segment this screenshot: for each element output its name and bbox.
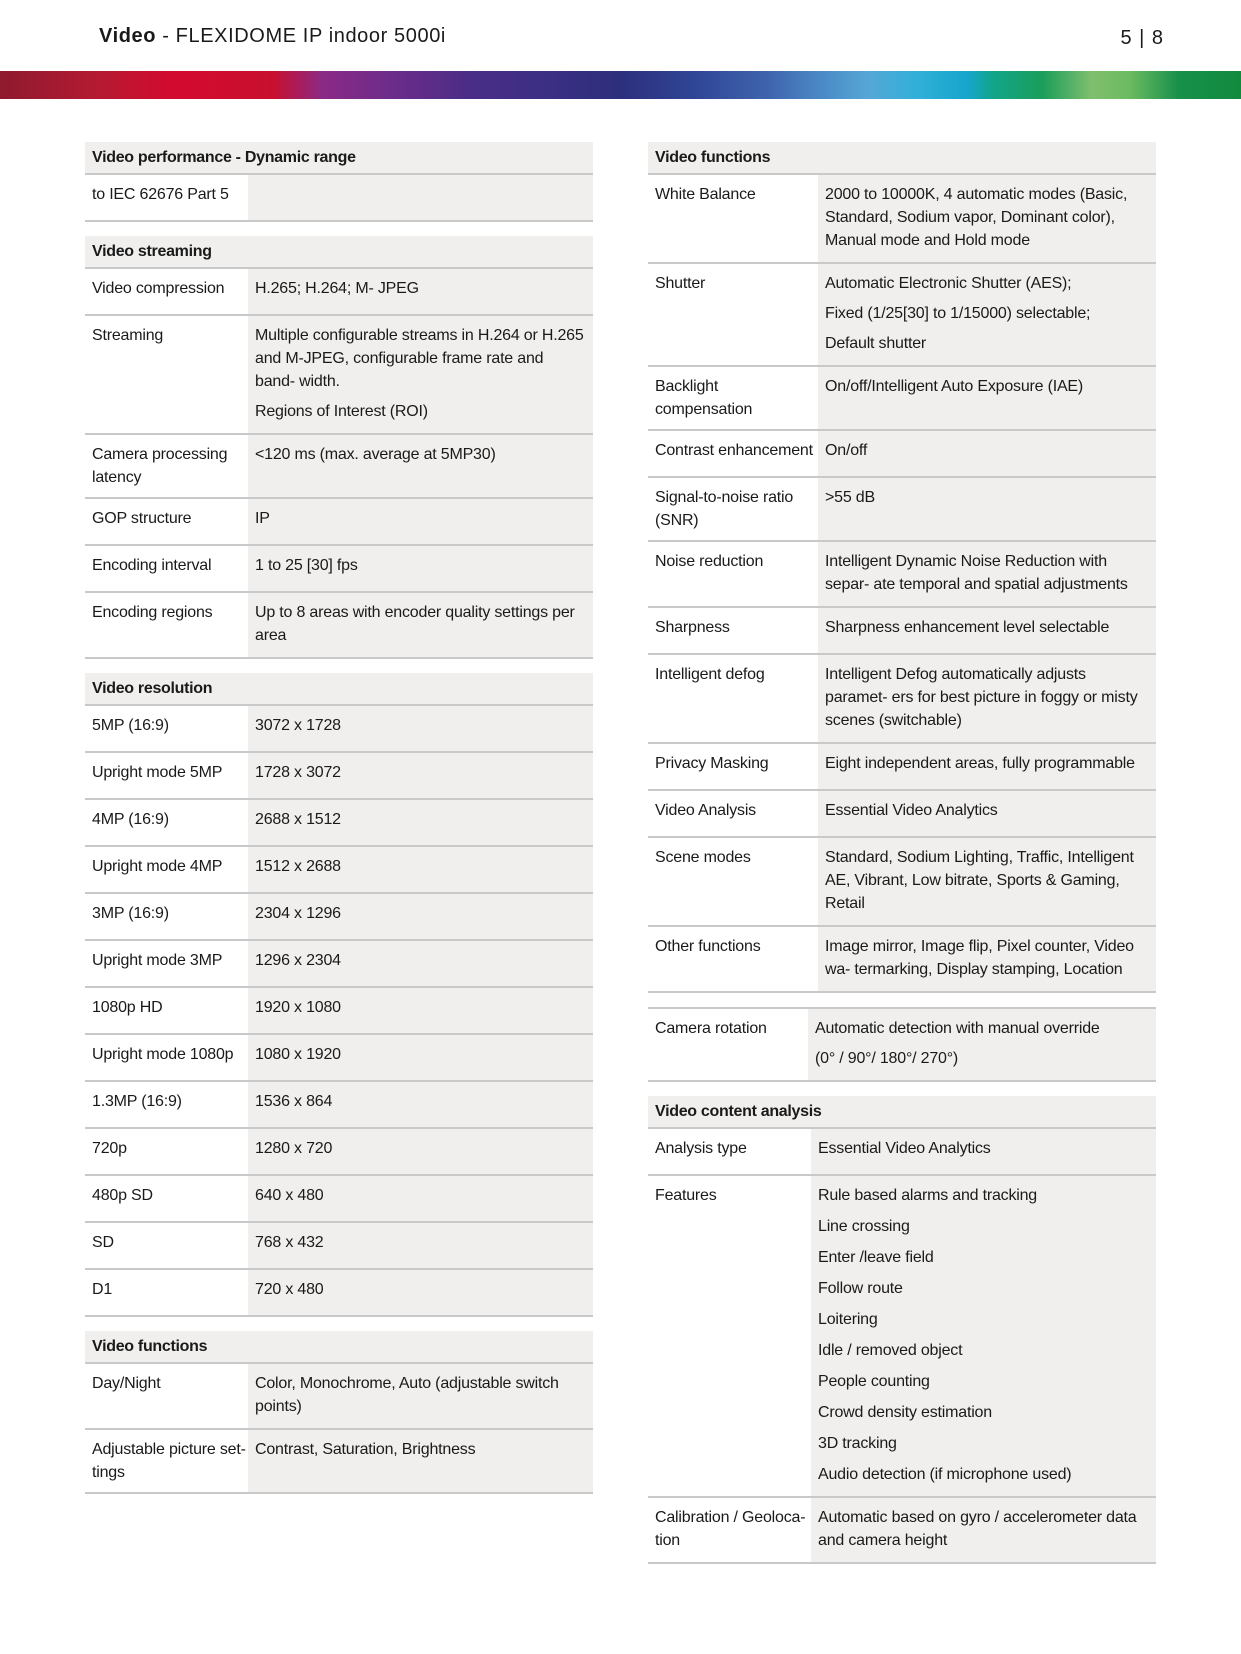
- spec-label: SD: [85, 1223, 248, 1268]
- spec-row: [85, 1430, 593, 1494]
- spec-label: Shutter: [648, 264, 818, 365]
- spec-row: [85, 175, 593, 222]
- spec-row: [648, 1129, 1156, 1176]
- spec-row: [648, 1176, 1156, 1498]
- section-heading: Video functions: [648, 142, 1156, 175]
- spec-value: [818, 175, 1156, 262]
- spec-row: [85, 546, 593, 593]
- spec-label: Upright mode 5MP: [85, 753, 248, 798]
- spec-value: [248, 175, 593, 220]
- spec-row: [648, 838, 1156, 927]
- spec-row: [648, 431, 1156, 478]
- spec-value-line: Line crossing: [818, 1218, 910, 1235]
- spec-value-line: People counting: [818, 1373, 930, 1390]
- spec-row: [648, 744, 1156, 791]
- spec-value: [248, 1430, 593, 1492]
- spec-row: [85, 435, 593, 499]
- spec-value: [248, 1364, 593, 1428]
- page-header: [0, 0, 1241, 71]
- spec-label: Analysis type: [648, 1129, 811, 1174]
- spec-value-line: 2304 x 1296: [255, 905, 341, 922]
- spec-label: Upright mode 1080p: [85, 1035, 248, 1080]
- spec-row: [648, 655, 1156, 744]
- spec-value-line: Crowd density estimation: [818, 1404, 992, 1421]
- spec-value-line: 640 x 480: [255, 1187, 324, 1204]
- spec-row: [85, 1364, 593, 1430]
- spec-label: 5MP (16:9): [85, 706, 248, 751]
- spec-label: Adjustable picture set- tings: [85, 1430, 248, 1492]
- spec-value-line: Multiple configurable streams in H.264 or H.265 and M-JPEG, configurable frame rate and band- width.: [255, 327, 584, 390]
- spec-label: Camera rotation: [648, 1009, 808, 1080]
- spec-value-line: 1 to 25 [30] fps: [255, 557, 358, 574]
- spec-row: [85, 316, 593, 435]
- spec-label: Noise reduction: [648, 542, 818, 606]
- spec-value: [248, 800, 593, 845]
- spec-row: [85, 1082, 593, 1129]
- spec-value-line: On/off/Intelligent Auto Exposure (IAE): [825, 378, 1084, 395]
- spec-row: [85, 1129, 593, 1176]
- spec-row: [85, 988, 593, 1035]
- spec-value-line: Fixed (1/25[30] to 1/15000) selectable;: [825, 305, 1091, 322]
- spec-value: [248, 894, 593, 939]
- spec-label: White Balance: [648, 175, 818, 262]
- spec-value-line: Up to 8 areas with encoder quality settings per area: [255, 604, 575, 644]
- spec-value: [818, 744, 1156, 789]
- spec-row: [85, 269, 593, 316]
- spec-value-line: 1080 x 1920: [255, 1046, 341, 1063]
- spec-label: Upright mode 4MP: [85, 847, 248, 892]
- spec-value-line: Idle / removed object: [818, 1342, 963, 1359]
- spec-value-line: Audio detection (if microphone used): [818, 1466, 1072, 1483]
- spec-label: Calibration / Geoloca- tion: [648, 1498, 811, 1562]
- spec-label: Camera processing latency: [85, 435, 248, 497]
- spec-row: [648, 608, 1156, 655]
- spec-label: Sharpness: [648, 608, 818, 653]
- spec-value: [818, 431, 1156, 476]
- spec-value: [248, 988, 593, 1033]
- spec-value-line: Default shutter: [825, 335, 927, 352]
- document-title-category: Video: [99, 25, 157, 47]
- spec-value-line: Contrast, Saturation, Brightness: [255, 1441, 476, 1458]
- spec-value-line: 768 x 432: [255, 1234, 324, 1251]
- spec-row: [85, 1270, 593, 1317]
- spec-label: Encoding regions: [85, 593, 248, 657]
- spec-row: [85, 1035, 593, 1082]
- right-column: [648, 142, 1156, 1578]
- spec-label: Day/Night: [85, 1364, 248, 1428]
- spec-value: [248, 593, 593, 657]
- spec-value-line: Intelligent Dynamic Noise Reduction with separ- ate temporal and spatial adjustments: [825, 553, 1128, 593]
- spec-value-line: 1280 x 720: [255, 1140, 333, 1157]
- section: [648, 1007, 1156, 1082]
- spec-label: 1.3MP (16:9): [85, 1082, 248, 1127]
- spec-value-line: Automatic detection with manual override: [815, 1020, 1100, 1037]
- spec-value-line: <120 ms (max. average at 5MP30): [255, 446, 496, 463]
- spec-value-line: 3D tracking: [818, 1435, 897, 1452]
- spec-label: to IEC 62676 Part 5: [85, 175, 248, 220]
- spec-value-line: 1536 x 864: [255, 1093, 333, 1110]
- spec-row: [648, 478, 1156, 542]
- spec-row: [85, 894, 593, 941]
- spec-value-line: Image mirror, Image flip, Pixel counter, Video wa- termarking, Display stamping, Location: [825, 938, 1134, 978]
- spec-value-line: Automatic based on gyro / accelerometer data and camera height: [818, 1509, 1137, 1549]
- spec-value-line: Regions of Interest (ROI): [255, 403, 428, 420]
- spec-value: [248, 1223, 593, 1268]
- spec-row: [648, 791, 1156, 838]
- spec-value-line: Follow route: [818, 1280, 903, 1297]
- spec-value: [818, 927, 1156, 991]
- spec-label: Contrast enhancement: [648, 431, 818, 476]
- spec-row: [85, 1223, 593, 1270]
- spec-value: [818, 367, 1156, 429]
- spec-label: Privacy Masking: [648, 744, 818, 789]
- spec-value: [248, 269, 593, 314]
- spec-value: [818, 791, 1156, 836]
- spec-value: [811, 1176, 1156, 1496]
- spec-label: Other functions: [648, 927, 818, 991]
- spec-row: [85, 753, 593, 800]
- color-band: [0, 71, 1241, 99]
- spec-label: Signal-to-noise ratio (SNR): [648, 478, 818, 540]
- spec-label: Video Analysis: [648, 791, 818, 836]
- section: [648, 1096, 1156, 1564]
- spec-row: [648, 175, 1156, 264]
- spec-value: [808, 1009, 1156, 1080]
- spec-row: [648, 264, 1156, 367]
- spec-value: [811, 1498, 1156, 1562]
- spec-value: [248, 435, 593, 497]
- spec-value-line: Color, Monochrome, Auto (adjustable switch points): [255, 1375, 559, 1415]
- section: [85, 1331, 593, 1494]
- spec-label: D1: [85, 1270, 248, 1315]
- spec-row: [648, 367, 1156, 431]
- document-title-product: - FLEXIDOME IP indoor 5000i: [156, 25, 446, 47]
- spec-value: [818, 655, 1156, 742]
- spec-label: Upright mode 3MP: [85, 941, 248, 986]
- section-heading: Video resolution: [85, 673, 593, 706]
- spec-label: 480p SD: [85, 1176, 248, 1221]
- spec-value: [248, 941, 593, 986]
- spec-value: [818, 478, 1156, 540]
- section-heading: Video performance - Dynamic range: [85, 142, 593, 175]
- spec-value-line: Essential Video Analytics: [818, 1140, 991, 1157]
- spec-row: [85, 499, 593, 546]
- section: [85, 142, 593, 222]
- spec-value-line: Essential Video Analytics: [825, 802, 998, 819]
- spec-label: Features: [648, 1176, 811, 1496]
- spec-value: [818, 542, 1156, 606]
- spec-label: Encoding interval: [85, 546, 248, 591]
- spec-value: [811, 1129, 1156, 1174]
- spec-row: [85, 941, 593, 988]
- section: [648, 142, 1156, 993]
- spec-value-line: Intelligent Defog automatically adjusts paramet- ers for best picture in foggy or misty scenes (switchable): [825, 666, 1138, 729]
- spec-row: [85, 706, 593, 753]
- section-heading: Video functions: [85, 1331, 593, 1364]
- spec-value: [818, 264, 1156, 365]
- left-column: [85, 142, 593, 1508]
- spec-value: [248, 753, 593, 798]
- spec-value-line: 1728 x 3072: [255, 764, 341, 781]
- spec-value-line: >55 dB: [825, 489, 875, 506]
- section: [85, 673, 593, 1317]
- spec-row: [85, 847, 593, 894]
- spec-label: 3MP (16:9): [85, 894, 248, 939]
- document-title: [99, 25, 446, 48]
- section: [85, 236, 593, 659]
- spec-label: 720p: [85, 1129, 248, 1174]
- spec-value-line: Automatic Electronic Shutter (AES);: [825, 275, 1072, 292]
- spec-value-line: 1512 x 2688: [255, 858, 341, 875]
- spec-row: [85, 593, 593, 659]
- spec-label: Intelligent defog: [648, 655, 818, 742]
- spec-value: [248, 1270, 593, 1315]
- spec-value-line: Rule based alarms and tracking: [818, 1187, 1038, 1204]
- spec-row: [648, 1009, 1156, 1082]
- spec-label: Backlight compensation: [648, 367, 818, 429]
- spec-row: [85, 1176, 593, 1223]
- spec-value: [248, 316, 593, 433]
- spec-value-line: Sharpness enhancement level selectable: [825, 619, 1110, 636]
- spec-value: [248, 1082, 593, 1127]
- spec-value-line: 2000 to 10000K, 4 automatic modes (Basic, Standard, Sodium vapor, Dominant color), Manual mode and Hold mode: [825, 186, 1128, 249]
- section-heading: Video content analysis: [648, 1096, 1156, 1129]
- spec-value-line: Standard, Sodium Lighting, Traffic, Intelligent AE, Vibrant, Low bitrate, Sports & Gaming, Retail: [825, 849, 1134, 912]
- spec-value-line: 1920 x 1080: [255, 999, 341, 1016]
- spec-label: GOP structure: [85, 499, 248, 544]
- spec-label: 1080p HD: [85, 988, 248, 1033]
- spec-value-line: 3072 x 1728: [255, 717, 341, 734]
- spec-row: [648, 1498, 1156, 1564]
- spec-value: [248, 847, 593, 892]
- section-heading: Video streaming: [85, 236, 593, 269]
- spec-label: Video compression: [85, 269, 248, 314]
- spec-value-line: Eight independent areas, fully programmable: [825, 755, 1135, 772]
- spec-value-line: Loitering: [818, 1311, 878, 1328]
- spec-value: [248, 1176, 593, 1221]
- spec-value: [248, 1129, 593, 1174]
- spec-value-line: 2688 x 1512: [255, 811, 341, 828]
- spec-label: Scene modes: [648, 838, 818, 925]
- spec-label: 4MP (16:9): [85, 800, 248, 845]
- spec-value-line: On/off: [825, 442, 868, 459]
- spec-value-line: H.265; H.264; M- JPEG: [255, 280, 419, 297]
- page-number: 5 | 8: [1120, 27, 1164, 49]
- spec-value-line: 1296 x 2304: [255, 952, 341, 969]
- spec-value-line: IP: [255, 510, 270, 527]
- spec-value: [818, 608, 1156, 653]
- spec-row: [85, 800, 593, 847]
- spec-value-line: 720 x 480: [255, 1281, 324, 1298]
- spec-value: [818, 838, 1156, 925]
- spec-value: [248, 1035, 593, 1080]
- spec-row: [648, 542, 1156, 608]
- spec-value: [248, 546, 593, 591]
- spec-value: [248, 499, 593, 544]
- spec-value: [248, 706, 593, 751]
- spec-value-line: Enter /leave field: [818, 1249, 934, 1266]
- spec-label: Streaming: [85, 316, 248, 433]
- spec-value-line: (0° / 90°/ 180°/ 270°): [815, 1050, 959, 1067]
- spec-row: [648, 927, 1156, 993]
